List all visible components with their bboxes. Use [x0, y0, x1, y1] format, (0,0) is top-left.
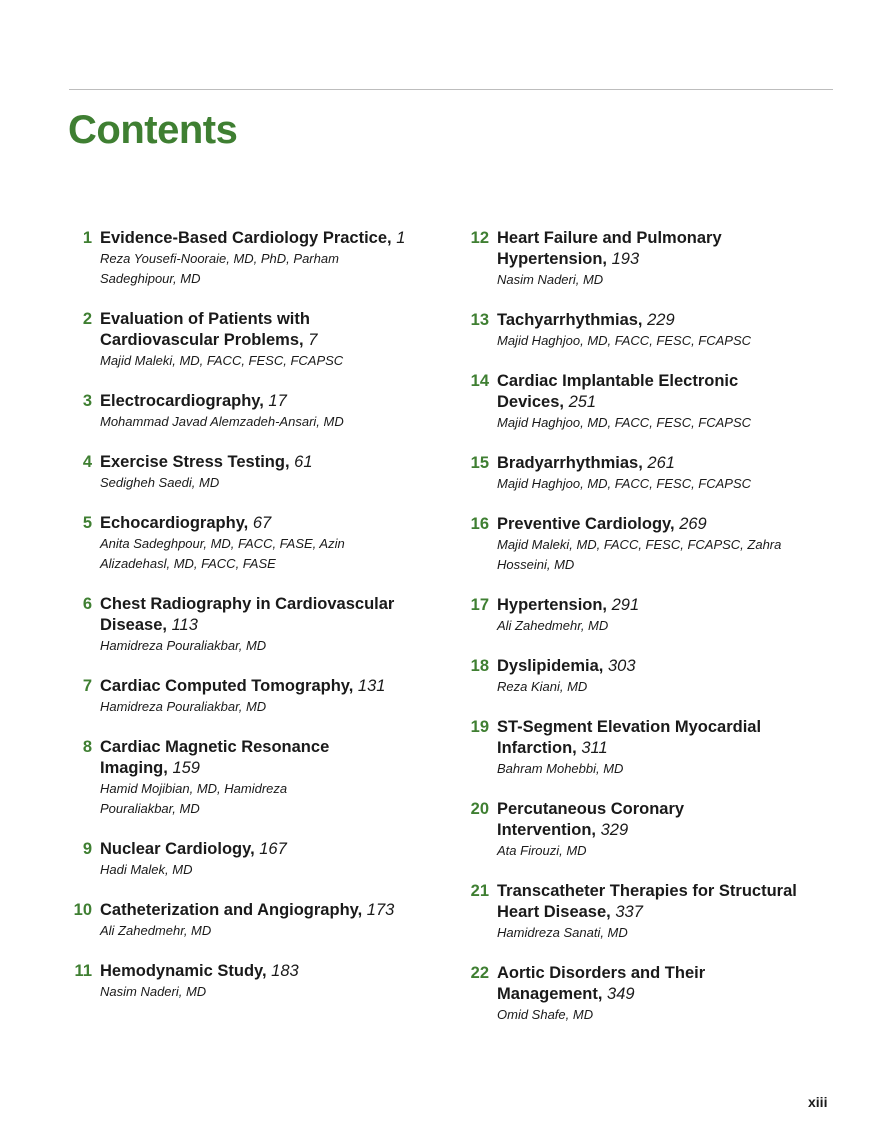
- chapter-page: 303: [607, 657, 636, 675]
- toc-entry[interactable]: [68, 391, 448, 432]
- chapter-authors: Ata Firouzi, MD: [497, 843, 587, 858]
- chapter-page: 251: [568, 393, 597, 411]
- chapter-number: 16: [470, 515, 489, 533]
- chapter-title: Percutaneous Coronary Intervention,: [497, 800, 685, 839]
- chapter-page: 1: [396, 229, 406, 247]
- chapter-number: 21: [470, 882, 489, 900]
- toc-entry[interactable]: [465, 310, 845, 351]
- toc-entry[interactable]: [68, 676, 448, 717]
- chapter-authors: Majid Haghjoo, MD, FACC, FESC, FCAPSC: [497, 333, 752, 348]
- chapter-authors: Sedigheh Saedi, MD: [100, 475, 220, 490]
- chapter-authors: Hamidreza Sanati, MD: [497, 925, 628, 940]
- chapter-authors: Nasim Naderi, MD: [497, 272, 604, 287]
- page-number: xiii: [808, 1094, 828, 1110]
- toc-entry[interactable]: [68, 594, 448, 656]
- page-title: Contents: [68, 108, 238, 152]
- chapter-page: 329: [600, 821, 629, 839]
- chapter-title: Hemodynamic Study,: [100, 962, 267, 980]
- chapter-page: 269: [679, 515, 707, 533]
- toc-entry[interactable]: [465, 595, 845, 636]
- chapter-number: 11: [74, 962, 92, 980]
- chapter-authors: Mohammad Javad Alemzadeh-Ansari, MD: [100, 414, 344, 429]
- chapter-title: Preventive Cardiology,: [497, 515, 675, 533]
- chapter-title: Echocardiography,: [100, 514, 249, 532]
- chapter-page: 131: [357, 677, 386, 695]
- toc-entry[interactable]: [68, 900, 448, 941]
- chapter-authors: Anita Sadeghpour, MD, FACC, FASE, Azin Alizadehasl, MD, FACC, FASE: [100, 536, 345, 571]
- chapter-authors: Ali Zahedmehr, MD: [100, 923, 212, 938]
- chapter-number: 5: [82, 514, 92, 532]
- chapter-authors: Hadi Malek, MD: [100, 862, 193, 877]
- chapter-page: 173: [366, 901, 395, 919]
- chapter-authors: Ali Zahedmehr, MD: [497, 618, 609, 633]
- chapter-title: Dyslipidemia,: [497, 657, 604, 675]
- chapter-page: 193: [611, 250, 640, 268]
- chapter-authors: Majid Maleki, MD, FACC, FESC, FCAPSC: [100, 353, 344, 368]
- chapter-number: 4: [82, 453, 92, 471]
- chapter-title: Chest Radiography in Cardiovascular Disease,: [100, 595, 395, 634]
- header-rule: [69, 89, 833, 90]
- chapter-number: 13: [470, 311, 489, 329]
- chapter-number: 6: [82, 595, 92, 613]
- chapter-number: 15: [470, 454, 489, 472]
- chapter-number: 19: [470, 718, 489, 736]
- chapter-number: 3: [82, 392, 92, 410]
- chapter-authors: Reza Kiani, MD: [497, 679, 588, 694]
- chapter-title: Exercise Stress Testing,: [100, 453, 290, 471]
- toc-entry[interactable]: [68, 737, 448, 819]
- chapter-title: Electrocardiography,: [100, 392, 264, 410]
- chapter-authors: Hamidreza Pouraliakbar, MD: [100, 638, 267, 653]
- chapter-page: 67: [252, 514, 272, 532]
- toc-entry[interactable]: [68, 513, 448, 574]
- chapter-authors: Bahram Mohebbi, MD: [497, 761, 624, 776]
- chapter-number: 12: [470, 229, 489, 247]
- chapter-number: 1: [82, 229, 92, 247]
- chapter-title: Evaluation of Patients with Cardiovascular Problems,: [100, 310, 310, 349]
- toc-entry[interactable]: [465, 717, 845, 779]
- chapter-title: ST-Segment Elevation Myocardial Infarction,: [497, 718, 762, 757]
- toc-entry[interactable]: [68, 228, 448, 289]
- chapter-page: 159: [172, 759, 200, 777]
- toc-column-right: [465, 228, 845, 1045]
- chapter-title: Catheterization and Angiography,: [100, 901, 363, 919]
- chapter-page: 7: [308, 331, 318, 349]
- chapter-number: 20: [470, 800, 489, 818]
- chapter-authors: Omid Shafe, MD: [497, 1007, 594, 1022]
- chapter-title: Evidence-Based Cardiology Practice,: [100, 229, 392, 247]
- chapter-page: 61: [294, 453, 313, 471]
- toc-entry[interactable]: [465, 514, 845, 575]
- chapter-number: 7: [82, 677, 92, 695]
- chapter-authors: Nasim Naderi, MD: [100, 984, 207, 999]
- toc-entry[interactable]: [465, 963, 845, 1025]
- toc-entry[interactable]: [68, 839, 448, 880]
- toc-entry[interactable]: [465, 453, 845, 494]
- chapter-title: Transcatheter Therapies for Structural Heart Disease,: [497, 882, 797, 921]
- chapter-number: 14: [470, 372, 489, 390]
- toc-entry[interactable]: [465, 371, 845, 433]
- chapter-number: 2: [82, 310, 92, 328]
- toc-entry[interactable]: [465, 228, 845, 290]
- chapter-authors: Hamid Mojibian, MD, Hamidreza Pouraliakbar, MD: [100, 781, 288, 816]
- chapter-page: 183: [271, 962, 299, 980]
- chapter-page: 349: [607, 985, 635, 1003]
- chapter-number: 8: [82, 738, 92, 756]
- chapter-authors: Majid Haghjoo, MD, FACC, FESC, FCAPSC: [497, 476, 752, 491]
- chapter-page: 337: [615, 903, 643, 921]
- chapter-number: 10: [73, 901, 92, 919]
- chapter-page: 167: [259, 840, 287, 858]
- chapter-page: 229: [647, 311, 675, 329]
- toc-entry[interactable]: [68, 309, 448, 371]
- toc-entry[interactable]: [465, 799, 845, 861]
- chapter-authors: Reza Yousefi-Nooraie, MD, PhD, Parham Sadeghipour, MD: [100, 251, 339, 286]
- chapter-authors: Majid Haghjoo, MD, FACC, FESC, FCAPSC: [497, 415, 752, 430]
- chapter-number: 22: [470, 964, 489, 982]
- chapter-page: 113: [171, 616, 198, 634]
- chapter-page: 311: [581, 739, 608, 757]
- chapter-title: Tachyarrhythmias,: [497, 311, 643, 329]
- toc-entry[interactable]: [465, 656, 845, 697]
- chapter-title: Aortic Disorders and Their Management,: [497, 964, 706, 1003]
- chapter-number: 18: [470, 657, 489, 675]
- chapter-title: Nuclear Cardiology,: [100, 840, 255, 858]
- chapter-title: Cardiac Implantable Electronic Devices,: [497, 372, 739, 411]
- chapter-page: 261: [647, 454, 675, 472]
- chapter-number: 17: [470, 596, 489, 614]
- chapter-title: Hypertension,: [497, 596, 608, 614]
- chapter-authors: Hamidreza Pouraliakbar, MD: [100, 699, 267, 714]
- toc-column-left: [68, 228, 448, 1022]
- chapter-page: 17: [268, 392, 287, 410]
- chapter-number: 9: [82, 840, 92, 858]
- chapter-page: 291: [611, 596, 640, 614]
- toc-entry[interactable]: [68, 961, 448, 1002]
- chapter-authors: Majid Maleki, MD, FACC, FESC, FCAPSC, Zahra Hosseini, MD: [497, 537, 782, 572]
- chapter-title: Cardiac Magnetic Resonance Imaging,: [100, 738, 330, 777]
- toc-entry[interactable]: [465, 881, 845, 943]
- chapter-title: Cardiac Computed Tomography,: [100, 677, 354, 695]
- chapter-title: Bradyarrhythmias,: [497, 454, 643, 472]
- chapter-title: Heart Failure and Pulmonary Hypertension,: [497, 229, 722, 268]
- toc-entry[interactable]: [68, 452, 448, 493]
